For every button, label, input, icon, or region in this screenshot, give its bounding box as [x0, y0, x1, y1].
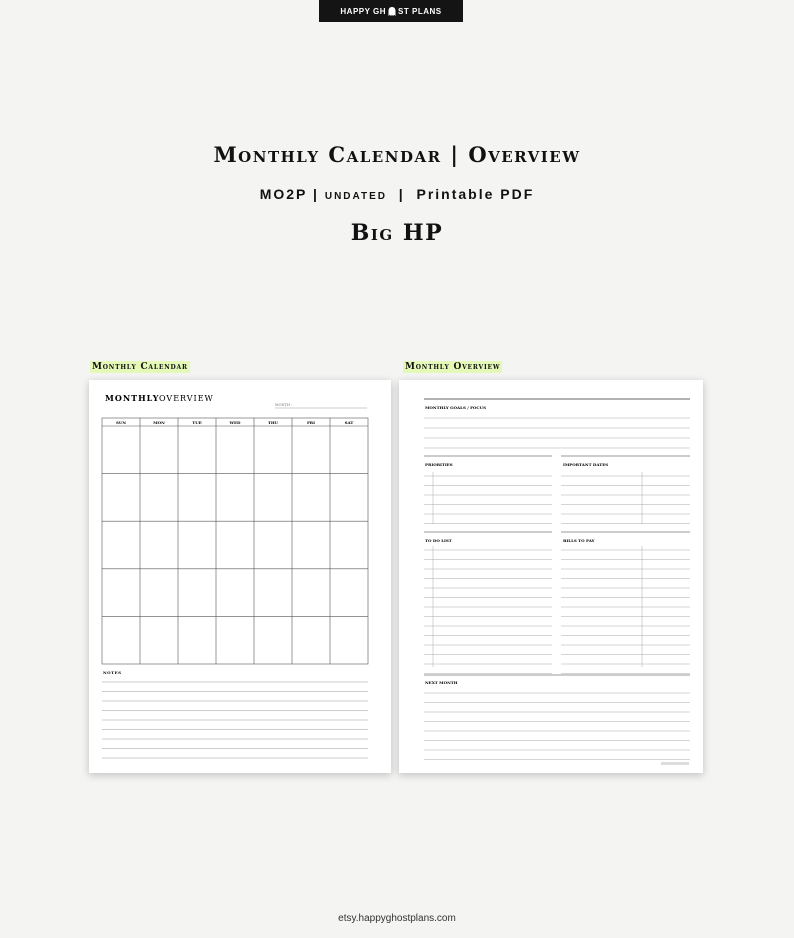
calendar-heading-rest: OVERVIEW: [159, 394, 214, 403]
ghost-icon: [388, 7, 396, 16]
weekday-label: SUN: [115, 420, 127, 425]
subtitle-separator: |: [398, 186, 405, 202]
month-label: MONTH :: [275, 403, 293, 407]
weekday-label: TUE: [192, 420, 202, 425]
weekday-label: SAT: [344, 420, 354, 425]
important-dates-label: IMPORTANT DATES: [563, 462, 609, 467]
overview-layout: [399, 380, 703, 773]
calendar-label: Monthly Calendar: [92, 362, 188, 372]
calendar-border: [102, 418, 368, 664]
next-month-label: NEXT MONTH: [425, 680, 458, 685]
page-brand-mark: [661, 762, 689, 765]
weekday-label: THU: [267, 420, 279, 425]
weekday-label: WED: [229, 420, 241, 425]
footer-url: etsy.happyghostplans.com: [338, 913, 456, 924]
notes-label: NOTES: [103, 670, 122, 675]
todo-label: TO DO LIST: [425, 538, 452, 543]
calendar-grid: [89, 380, 391, 773]
subtitle-separator: |: [313, 186, 319, 202]
page-subtitle: [0, 186, 794, 202]
weekday-label: FRI: [306, 420, 316, 425]
size-title: Big HP: [350, 220, 444, 246]
goals-label: MONTHLY GOALS / FOCUS: [425, 405, 486, 410]
overview-page: [399, 380, 703, 773]
undated-tag: undated: [324, 186, 387, 202]
brand-right-text: ST PLANS: [398, 6, 442, 16]
calendar-page: [89, 380, 391, 773]
overview-label: Monthly Overview: [405, 362, 501, 372]
weekday-label: MON: [153, 420, 165, 425]
calendar-heading-bold: MONTHLY: [105, 393, 160, 403]
brand-logo: [319, 0, 463, 22]
priorities-label: PRIORITIES: [425, 462, 453, 467]
brand-left-text: HAPPY GH: [340, 6, 387, 16]
product-code: MO2P: [259, 186, 308, 202]
format-tag: Printable PDF: [416, 186, 535, 202]
page-title: Monthly Calendar | Overview: [213, 142, 581, 167]
bills-label: BILLS TO PAY: [563, 538, 595, 543]
